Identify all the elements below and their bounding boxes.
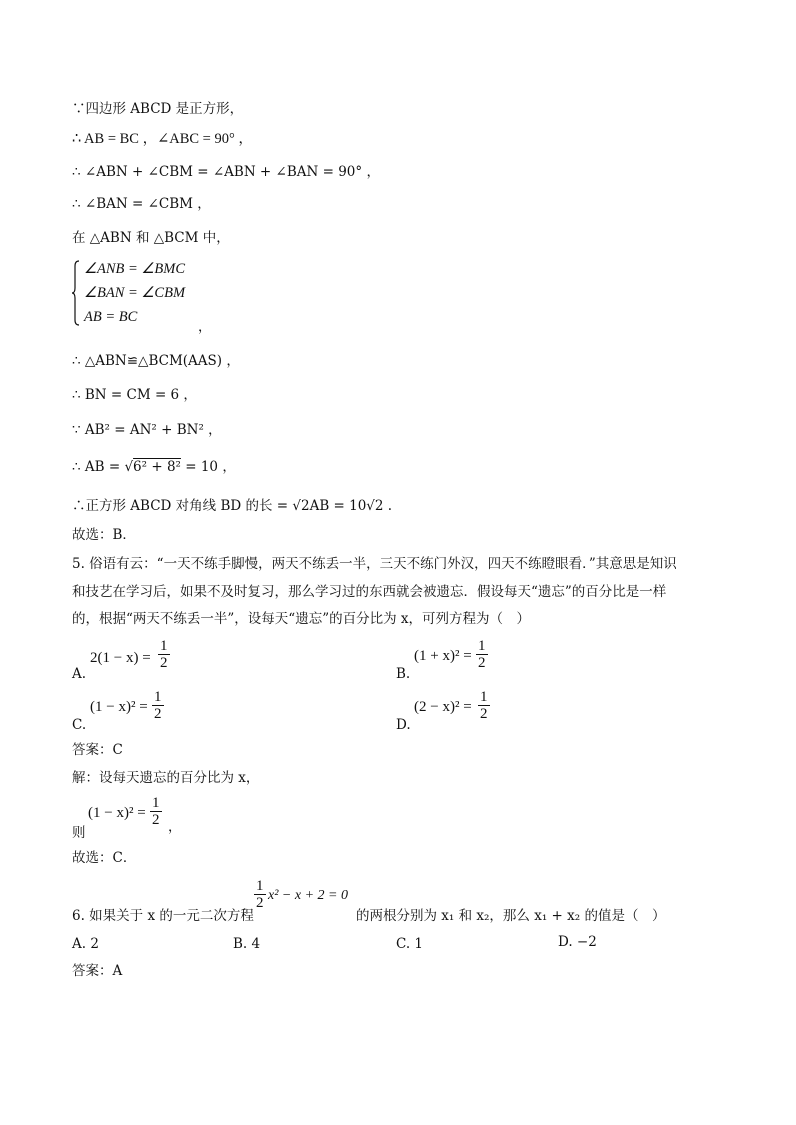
q5-choice: 故选：C． [72,850,137,866]
option-a-label: A. [72,666,87,682]
proof-line-9 [72,458,236,476]
option-a-expr: 2(1 − x) = [90,650,151,666]
proof-line-8: ∵ AB² = AN² + BN² ， [72,422,222,438]
q6-option-b: B. 4 [233,936,261,952]
sqrt-prefix: ∴ AB = √ [72,459,134,475]
option-b-label: B. [396,666,411,682]
proof-line-10: ∴正方形 ABCD 对角线 BD 的长 = √2AB = 10√2 . [72,498,393,514]
option-a-fraction: $\frac{1}{2}$ [160,638,168,671]
option-b-fraction: $\frac{1}{2}$ [478,638,486,671]
proof-line-11: 故选：B． [72,527,136,543]
proof-line-6: ∴ △ABN≌△BCM(AAS) ， [72,353,240,369]
q6-answer: 答案：A [72,963,123,979]
q6-equation: x² − x + 2 = 0 [268,888,348,903]
option-b-expr: (1 + x)² = [414,648,472,664]
q5-text-3: 的，根据“两天不练丢一半”，设每天“遗忘”的百分比为 x，可列方程为（ ） [72,611,531,627]
system-eq-2: ∠BAN = ∠CBM [84,285,186,301]
system-end: ， [198,319,212,335]
q5-answer: 答案：C [72,742,123,758]
q5-solution-2 [72,795,272,839]
system-eq-1: ∠ANB = ∠BMC [84,261,186,277]
option-c-label: C. [72,717,87,733]
q6-option-a: A. 2 [72,936,99,952]
q6-fraction: $\frac{1}{2}$ [256,878,264,911]
q6-option-c: C. 1 [396,936,424,952]
q6-option-d: D. −2 [558,934,597,950]
proof-line-4: ∴ ∠BAN = ∠CBM ， [72,196,211,212]
proof-line-5: 在 △ABN 和 △BCM 中， [72,230,230,246]
q6-text-pre: 6. 如果关于 x 的一元二次方程 [72,908,254,924]
proof-line-3: ∴ ∠ABN + ∠CBM = ∠ABN + ∠BAN = 90° ， [72,164,380,180]
sqrt-result: = 10 ， [180,459,236,475]
option-d-label: D. [396,717,411,733]
option-d-fraction: $\frac{1}{2}$ [480,689,488,722]
proof-line-7: ∴ BN = CM = 6 ， [72,387,197,403]
solution-end: ， [168,819,182,835]
option-c-expr: (1 − x)² = [90,699,148,715]
brace-icon [72,260,80,326]
q5-text-2: 和技艺在学习后，如果不及时复习，那么学习过的东西就会被遗忘．假设每天“遗忘”的百分比是一样 [72,584,667,600]
q6-text-mid: 的两根分别为 x₁ 和 x₂，那么 x₁ + x₂ 的值是（ ） [356,908,666,924]
option-c-fraction: $\frac{1}{2}$ [154,689,162,722]
q5-solution-1: 解：设每天遗忘的百分比为 x， [72,770,260,786]
solution-prefix: 则 [72,825,86,841]
q5-text-1: 5. 俗语有云：“一天不练手脚慢，两天不练丢一半，三天不练门外汉，四天不练瞪眼看．”其意思是知识 [72,556,677,572]
proof-line-2: ∴ AB = BC ，∠ABC = 90° ， [72,131,253,147]
solution-expr: (1 − x)² = [88,805,146,821]
option-d-expr: (2 − x)² = [414,699,472,715]
solution-fraction: $\frac{1}{2}$ [152,795,160,828]
q6-question [72,876,712,922]
proof-line-1: ∵四边形 ABCD 是正方形， [72,101,244,117]
sqrt-radicand: 6² + 8² [133,459,181,475]
system-eq-3: AB = BC [84,309,138,325]
